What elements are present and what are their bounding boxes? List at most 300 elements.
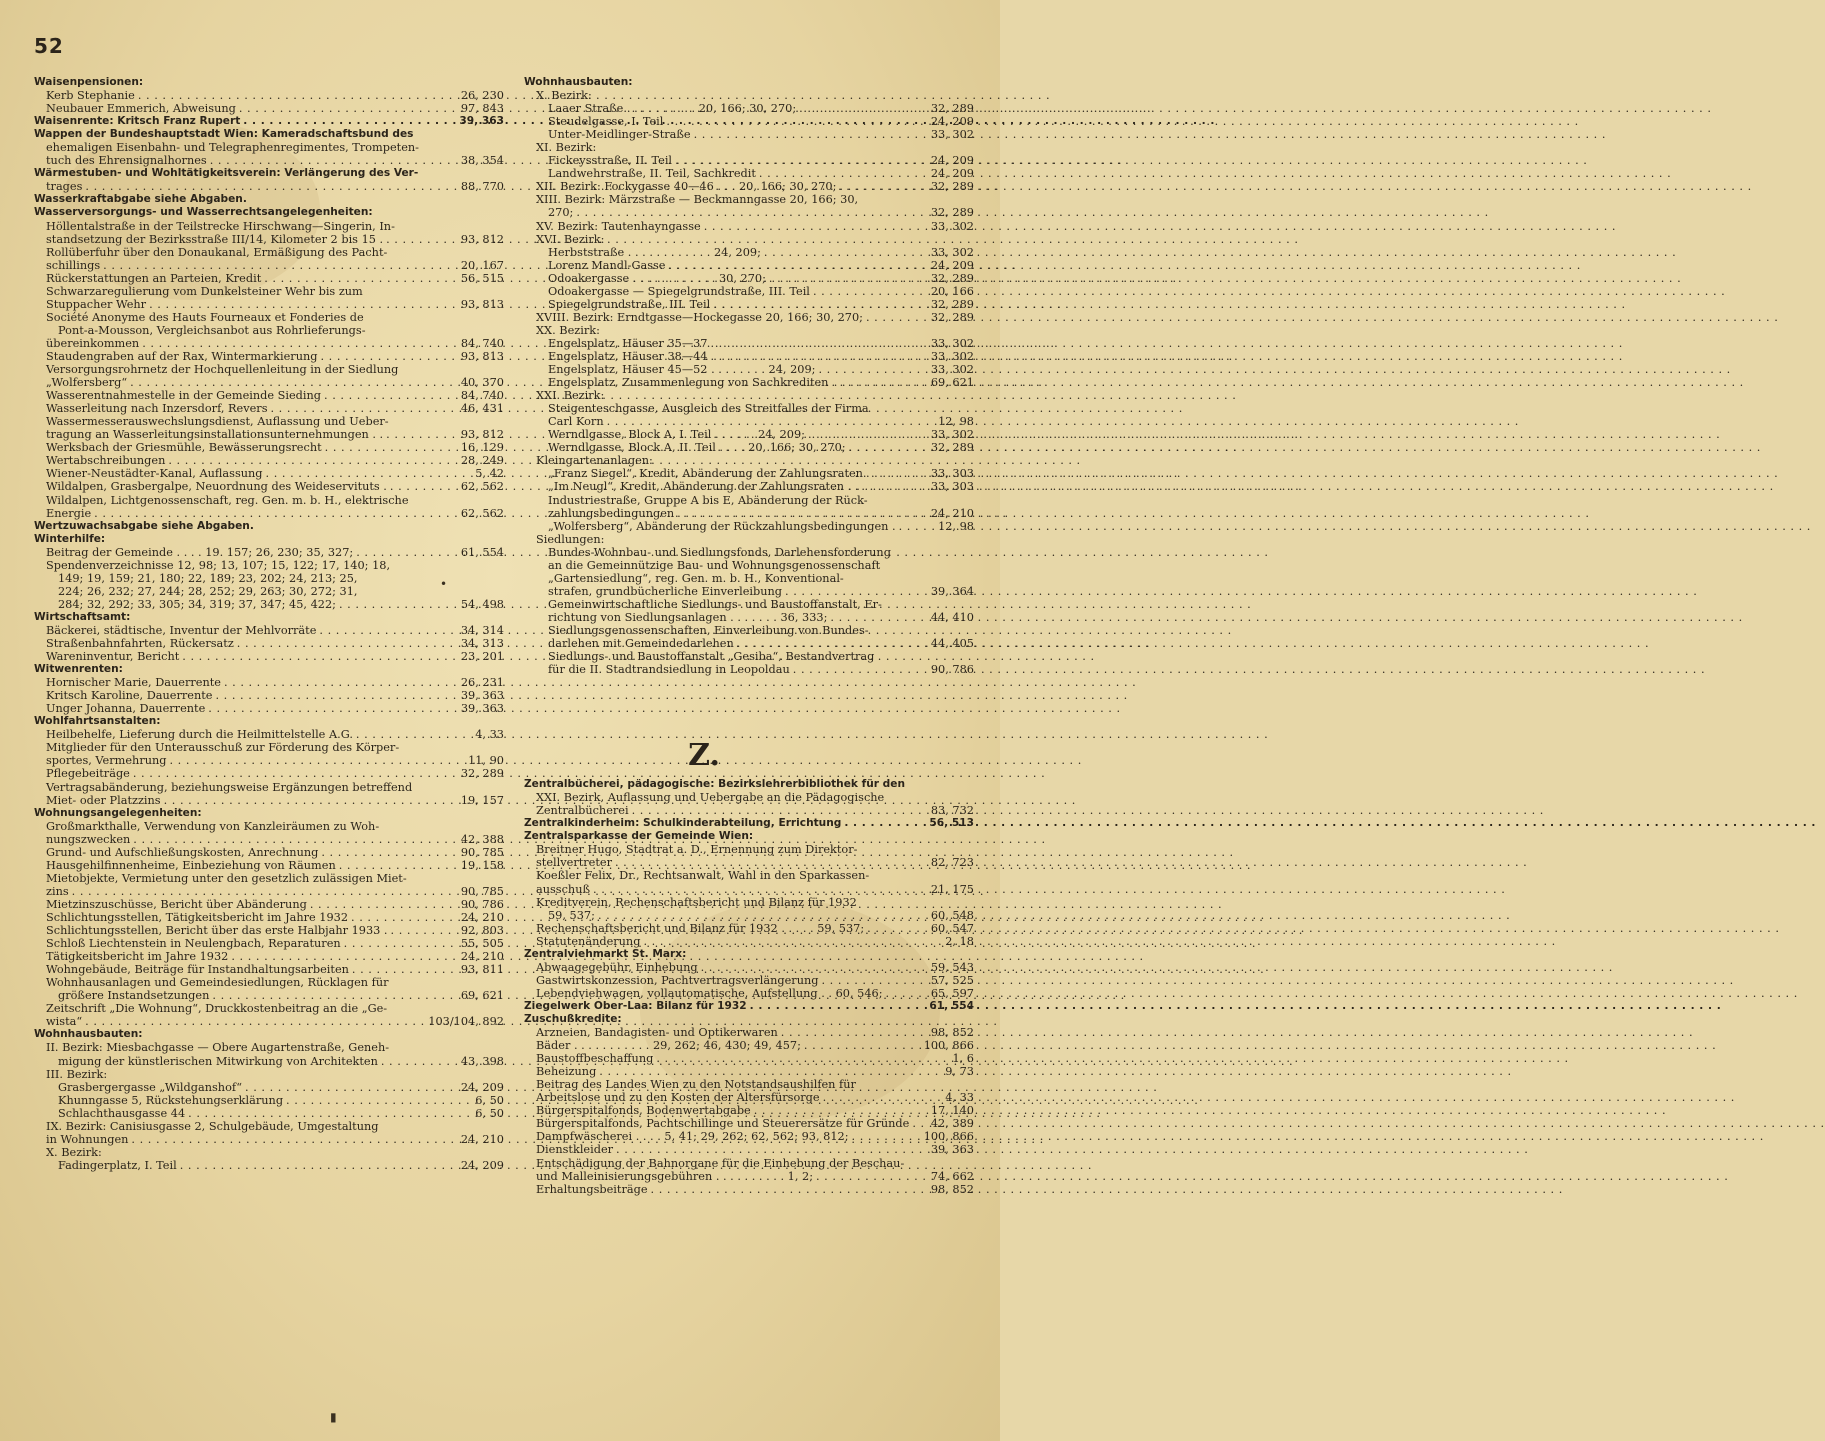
page-reference: 4, 33 bbox=[945, 1091, 974, 1105]
page-reference: 12, 98 bbox=[938, 519, 974, 533]
index-entry bbox=[34, 989, 504, 1002]
page-reference: 44, 405 bbox=[930, 637, 974, 651]
index-entry bbox=[34, 924, 504, 937]
leader-dots bbox=[100, 259, 457, 272]
leader-dots bbox=[146, 298, 457, 311]
page-reference: 56, 515 bbox=[460, 271, 504, 285]
leader-dots bbox=[734, 637, 927, 650]
entry-text: Lorenz Mandl-Gasse bbox=[548, 258, 666, 272]
entry-text: Werksbach der Griesmühle, Bewässerungsrecht bbox=[46, 441, 322, 455]
leader-dots bbox=[858, 480, 926, 493]
entry-text: Kerb Stephanie bbox=[46, 89, 135, 103]
index-entry bbox=[524, 1117, 974, 1130]
page-reference: 9, 73 bbox=[945, 1065, 974, 1079]
page-reference: 6, 50 bbox=[475, 1093, 504, 1107]
leader-dots bbox=[796, 102, 927, 115]
entry-text: Arbeitslose und zu den Kosten der Altersfürsorge bbox=[536, 1091, 820, 1105]
index-entry bbox=[34, 950, 504, 963]
index-entry bbox=[524, 804, 974, 817]
page-reference: 55, 505 bbox=[460, 937, 504, 951]
index-entry bbox=[524, 89, 974, 102]
page-reference: 24, 210 bbox=[460, 1132, 504, 1146]
entry-text: Steigenteschgasse, Ausgleich des Streitfalles der Firma bbox=[548, 402, 869, 416]
page-reference: 1, 6 bbox=[952, 1052, 974, 1066]
index-entry bbox=[34, 259, 504, 272]
entry-text: Waisenpensionen: bbox=[34, 76, 144, 88]
entry-text: Engelsplatz, Häuser 35—37 bbox=[548, 336, 708, 350]
entry-text: „Wolfersberg“, Abänderung der Rückzahlungsbedingungen . bbox=[548, 519, 896, 533]
entry-text: Engelsplatz, Häuser 45—52 . . . . . . . . 24, 209; bbox=[548, 363, 816, 377]
index-entry bbox=[524, 1157, 974, 1170]
entry-text: Landwehrstraße, II. Teil, Sachkredit bbox=[548, 167, 756, 181]
leader-dots bbox=[82, 1015, 424, 1028]
entry-text: Zentralbücherei bbox=[536, 804, 629, 818]
index-entry bbox=[524, 637, 974, 650]
leader-dots bbox=[336, 598, 457, 611]
leader-dots bbox=[228, 950, 457, 963]
leader-dots bbox=[820, 1091, 942, 1104]
leader-dots bbox=[813, 1170, 927, 1183]
index-entry bbox=[524, 883, 974, 896]
leader-dots bbox=[128, 1133, 456, 1146]
margin-mark: ▮ bbox=[330, 1410, 337, 1424]
leader-dots bbox=[883, 987, 927, 1000]
entry-text: Beheizung bbox=[536, 1065, 597, 1079]
page-reference: 17, 140 bbox=[930, 1104, 974, 1118]
index-entry bbox=[524, 167, 974, 180]
page-reference: 60, 548 bbox=[930, 908, 974, 922]
page-reference: 33, 302 bbox=[930, 219, 974, 233]
index-entry bbox=[34, 298, 504, 311]
page-reference: 24, 210 bbox=[930, 506, 974, 520]
entry-text: Industriestraße, Gruppe A bis E, Abänderung der Rück- bbox=[548, 493, 868, 507]
index-entry bbox=[34, 415, 504, 428]
entry-text: migung der künstlerischen Mitwirkung von Architekten bbox=[58, 1054, 378, 1068]
leader-dots bbox=[698, 961, 927, 974]
index-entry bbox=[34, 1146, 504, 1159]
index-entry bbox=[524, 141, 974, 154]
page-reference: 103/104, 892 bbox=[428, 1015, 504, 1029]
leader-dots bbox=[236, 102, 457, 115]
index-heading bbox=[34, 167, 504, 180]
entry-text: Koeßler Felix, Dr., Rechtsanwalt, Wahl in den Sparkassen- bbox=[536, 869, 870, 883]
leader-dots bbox=[234, 637, 457, 650]
index-entry bbox=[524, 115, 974, 128]
index-entry bbox=[524, 154, 974, 167]
page-reference: 90, 785 bbox=[460, 845, 504, 859]
entry-text: Khunngasse 5, Rückstehungserklärung bbox=[58, 1093, 284, 1107]
entry-text: Energie bbox=[46, 506, 92, 520]
leader-dots bbox=[341, 937, 457, 950]
page-reference: 26, 230 bbox=[460, 89, 504, 103]
page-reference: 98, 852 bbox=[930, 1182, 974, 1196]
index-entry bbox=[524, 233, 974, 246]
index-entry bbox=[34, 363, 504, 376]
page-reference: 40, 370 bbox=[460, 376, 504, 390]
entry-text: Wildalpen, Lichtgenossenschaft, reg. Gen. m. b. H., elektrische bbox=[46, 493, 409, 507]
entry-text: Versorgungsrohrnetz der Hochquellenleitung in der Siedlung bbox=[46, 363, 399, 377]
leader-dots bbox=[708, 337, 927, 350]
page-reference: 26, 231 bbox=[460, 676, 504, 690]
page-reference: 74, 662 bbox=[930, 1169, 974, 1183]
page-reference: 93, 813 bbox=[460, 349, 504, 363]
index-entry bbox=[34, 1002, 504, 1015]
entry-text: Wareninventur, Bericht bbox=[46, 650, 180, 664]
index-entry bbox=[524, 974, 974, 987]
page-reference: 100, 866 bbox=[923, 1130, 974, 1144]
index-heading bbox=[34, 1028, 504, 1041]
entry-text: Wassermesserauswechslungsdienst, Auflassung und Ueber- bbox=[46, 415, 389, 429]
index-entry bbox=[34, 624, 504, 637]
entry-text: Bürgerspitalfonds, Bodenwertabgabe bbox=[536, 1104, 751, 1118]
page-reference: 32, 289 bbox=[930, 310, 974, 324]
leader-dots bbox=[751, 1104, 927, 1117]
index-entry bbox=[524, 961, 974, 974]
index-entry bbox=[34, 337, 504, 350]
index-heading bbox=[34, 193, 504, 206]
index-entry bbox=[524, 1130, 974, 1143]
leader-dots bbox=[612, 856, 927, 869]
index-entry bbox=[34, 428, 504, 441]
index-entry bbox=[34, 963, 504, 976]
index-entry bbox=[34, 154, 504, 167]
page-reference: 33, 303 bbox=[930, 467, 974, 481]
entry-text: Société Anonyme des Hauts Fourneaux et Fonderies de bbox=[46, 310, 364, 324]
entry-text: Heilbehelfe, Lieferung durch die Heilmittelstelle A.G. bbox=[46, 728, 353, 742]
entry-text: Bürgerspitalfonds, Pachtschillinge und Steuerersätze für Gründe bbox=[536, 1117, 910, 1131]
leader-dots bbox=[782, 585, 927, 598]
index-entry bbox=[524, 246, 974, 259]
entry-text: Erhaltungsbeiträge bbox=[536, 1182, 648, 1196]
leader-dots bbox=[263, 467, 472, 480]
index-entry bbox=[524, 909, 974, 922]
page-reference: 24, 209 bbox=[460, 1158, 504, 1172]
index-entry bbox=[34, 937, 504, 950]
leader-dots bbox=[321, 389, 457, 402]
entry-text: sportes, Vermehrung bbox=[46, 754, 167, 768]
entry-text: Bäckerei, städtische, Inventur der Mehlvorräte bbox=[46, 623, 317, 637]
page-reference: 97, 843 bbox=[460, 102, 504, 116]
leader-dots bbox=[573, 206, 927, 219]
page-reference: 39, 363 bbox=[459, 115, 504, 128]
page-reference: 38, 354 bbox=[460, 154, 504, 168]
leader-dots bbox=[240, 115, 455, 128]
index-entry bbox=[34, 546, 504, 559]
page-reference: 57, 525 bbox=[930, 973, 974, 987]
index-heading bbox=[34, 663, 504, 676]
entry-text: Wohnhausbauten: bbox=[34, 1028, 143, 1041]
section-letter: Z. bbox=[688, 738, 720, 774]
entry-text: Wertabschreibungen bbox=[46, 454, 166, 468]
entry-text: Dampfwäscherei . . . . 5, 41; 29, 262; 62, 562; 93, 812; bbox=[536, 1130, 849, 1144]
page-reference: 5, 42 bbox=[475, 467, 504, 481]
entry-text: größere Instandsetzungen bbox=[58, 989, 210, 1003]
index-entry bbox=[524, 650, 974, 663]
leader-dots bbox=[316, 624, 456, 637]
index-entry bbox=[34, 467, 504, 480]
entry-text: Mietzinszuschüsse, Bericht über Abänderung bbox=[46, 897, 307, 911]
leader-dots bbox=[318, 846, 457, 859]
entry-text: Wohnhausanlagen und Gemeindesiedlungen, Rücklagen für bbox=[46, 976, 389, 990]
index-heading bbox=[524, 1000, 974, 1013]
entry-text: XI. Bezirk: bbox=[536, 141, 597, 155]
page-reference: 34, 314 bbox=[460, 623, 504, 637]
entry-text: Odoakergasse — Spiegelgrundstraße, III. Teil bbox=[548, 284, 810, 298]
entry-text: Höllentalstraße in der Teilstrecke Hirschwang—Singerin, In- bbox=[46, 219, 395, 233]
index-entry bbox=[524, 624, 974, 637]
index-heading bbox=[524, 76, 974, 89]
index-entry bbox=[524, 102, 974, 115]
page-reference: 61, 554 bbox=[460, 545, 504, 559]
index-entry bbox=[524, 259, 974, 272]
entry-text: Rechenschaftsbericht und Bilanz für 1932 . . . . . 59, 537; bbox=[536, 921, 865, 935]
leader-dots bbox=[212, 689, 456, 702]
index-entry bbox=[34, 350, 504, 363]
index-entry bbox=[34, 572, 504, 585]
index-entry bbox=[524, 598, 974, 611]
page-reference: 32, 289 bbox=[930, 441, 974, 455]
entry-text: Abwaagegebühr, Einhebung bbox=[536, 960, 698, 974]
entry-text: Wiener-Neustädter-Kanal, Auflassung bbox=[46, 467, 263, 481]
entry-text: Siedlungen: bbox=[536, 532, 605, 546]
page-reference: 43, 398 bbox=[460, 1054, 504, 1068]
entry-text: Wohnungsangelegenheiten: bbox=[34, 806, 202, 819]
leader-dots bbox=[815, 363, 926, 376]
entry-text: Statutenänderung bbox=[536, 934, 641, 948]
leader-dots bbox=[613, 1143, 927, 1156]
page-reference: 32, 289 bbox=[930, 297, 974, 311]
page-reference: 62, 562 bbox=[460, 506, 504, 520]
entry-text: nungszwecken bbox=[46, 832, 131, 846]
entry-text: Laaer Straße . . . . . . . . . . 20, 166; 30, 270; bbox=[548, 102, 797, 116]
leader-dots bbox=[756, 167, 927, 180]
entry-text: übereinkommen bbox=[46, 336, 140, 350]
index-entry bbox=[524, 389, 974, 402]
index-entry bbox=[524, 494, 974, 507]
leader-dots bbox=[836, 180, 926, 193]
entry-text: zahlungsbedingungen bbox=[548, 506, 675, 520]
index-entry bbox=[34, 676, 504, 689]
index-entry bbox=[34, 559, 504, 572]
leader-dots bbox=[790, 663, 927, 676]
entry-text: Schlachthausgasse 44 bbox=[58, 1106, 186, 1120]
entry-text: und Malleinisierungsgebühren . . . . . . . . . . 1, 2; bbox=[536, 1169, 813, 1183]
entry-text: ehemaligen Eisenbahn- und Telegraphenregimentes, Trompeten- bbox=[46, 141, 419, 155]
page-reference: 39, 364 bbox=[930, 584, 974, 598]
page-reference: 92, 803 bbox=[460, 924, 504, 938]
entry-text: 284; 32, 292; 33, 305; 34, 319; 37, 347; 45, 422; bbox=[58, 597, 336, 611]
entry-text: Wirtschaftsamt: bbox=[34, 610, 131, 623]
index-entry bbox=[34, 507, 504, 520]
entry-text: II. Bezirk: Miesbachgasse — Obere Augartenstraße, Geneh- bbox=[46, 1041, 390, 1055]
leader-dots bbox=[595, 909, 927, 922]
leader-dots bbox=[663, 115, 926, 128]
page-reference: 39, 363 bbox=[460, 689, 504, 703]
index-heading bbox=[34, 76, 504, 89]
leader-dots bbox=[596, 1065, 941, 1078]
leader-dots bbox=[185, 1107, 471, 1120]
page-reference: 100, 866 bbox=[923, 1039, 974, 1053]
right-column-upper bbox=[524, 76, 974, 676]
index-entry bbox=[34, 820, 504, 833]
entry-text: Breitner Hugo, Stadtrat a. D., Ernennung zum Direktor- bbox=[536, 843, 858, 857]
page-reference: 33, 302 bbox=[930, 349, 974, 363]
entry-text: Kleingartenanlagen: bbox=[536, 454, 653, 468]
index-entry bbox=[34, 741, 504, 754]
page-reference: 20, 167 bbox=[460, 258, 504, 272]
entry-text: Gastwirtskonzession, Pachtvertragsverlängerung bbox=[536, 973, 819, 987]
page-reference: 39, 363 bbox=[460, 702, 504, 716]
page-reference: 23, 201 bbox=[460, 650, 504, 664]
index-entry bbox=[34, 389, 504, 402]
entry-text: Mietobjekte, Vermietung unter den gesetzlich zulässigen Miet- bbox=[46, 871, 407, 885]
index-entry bbox=[524, 869, 974, 882]
leader-dots bbox=[761, 246, 927, 259]
page-reference: 33, 303 bbox=[930, 480, 974, 494]
page-reference: 59, 543 bbox=[930, 960, 974, 974]
entry-text: stellvertreter bbox=[536, 856, 612, 870]
leader-dots bbox=[161, 794, 457, 807]
leader-dots bbox=[863, 311, 927, 324]
leader-dots bbox=[127, 376, 457, 389]
page-reference: 19, 157 bbox=[460, 793, 504, 807]
index-entry bbox=[524, 363, 974, 376]
page-reference: 42, 388 bbox=[460, 832, 504, 846]
index-entry bbox=[34, 598, 504, 611]
index-entry bbox=[34, 1094, 504, 1107]
entry-text: Unger Johanna, Dauerrente bbox=[46, 702, 206, 716]
entry-text: Hornischer Marie, Dauerrente bbox=[46, 676, 221, 690]
index-entry bbox=[524, 180, 974, 193]
page-reference: 93, 812 bbox=[460, 428, 504, 442]
index-entry bbox=[524, 272, 974, 285]
page-reference: 33, 302 bbox=[930, 128, 974, 142]
index-entry bbox=[34, 102, 504, 115]
leader-dots bbox=[130, 767, 457, 780]
entry-text: Odoakergasse . . . . . . . . . . . . 30, 270; bbox=[548, 271, 766, 285]
entry-text: Rückerstattungen an Parteien, Kredit bbox=[46, 271, 262, 285]
page-reference: 33, 302 bbox=[930, 245, 974, 259]
entry-text: Waisenrente: Kritsch Franz Rupert bbox=[34, 115, 241, 128]
page-reference: 42, 389 bbox=[930, 1117, 974, 1131]
index-entry bbox=[34, 454, 504, 467]
page-reference: 24, 209 bbox=[930, 167, 974, 181]
entry-text: IX. Bezirk: Canisiusgasse 2, Schulgebäude, Umgestaltung bbox=[46, 1119, 379, 1133]
index-entry bbox=[34, 1081, 504, 1094]
entry-text: XX. Bezirk: bbox=[536, 323, 600, 337]
page-reference: 24, 210 bbox=[460, 911, 504, 924]
entry-text: Werndlgasse, Block A, I. Teil . . . . . . 24, 209; bbox=[548, 428, 805, 442]
leader-dots bbox=[896, 520, 934, 533]
entry-text: Engelsplatz, Zusammenlegung von Sachkrediten bbox=[548, 376, 829, 390]
right-column bbox=[524, 76, 974, 1196]
leader-dots bbox=[177, 1159, 457, 1172]
entry-text: an die Gemeinnützige Bau- und Wohnungsgenossenschaft bbox=[548, 558, 881, 572]
index-entry bbox=[524, 611, 974, 624]
page-reference: 46, 431 bbox=[460, 402, 504, 416]
index-entry bbox=[34, 794, 504, 807]
entry-text: Fickeysstraße, II. Teil bbox=[548, 154, 673, 168]
index-entry bbox=[34, 846, 504, 859]
index-entry bbox=[34, 272, 504, 285]
entry-text: darlehen mit Gemeindedarlehen bbox=[548, 637, 734, 651]
index-entry bbox=[34, 702, 504, 715]
index-entry bbox=[524, 922, 974, 935]
index-entry bbox=[524, 1091, 974, 1104]
entry-text: in Wohnungen bbox=[46, 1132, 129, 1146]
index-entry bbox=[524, 507, 974, 520]
index-entry bbox=[524, 896, 974, 909]
index-entry bbox=[524, 1052, 974, 1065]
index-entry bbox=[34, 650, 504, 663]
index-entry bbox=[34, 480, 504, 493]
index-entry bbox=[524, 298, 974, 311]
leader-dots bbox=[701, 220, 927, 233]
entry-text: „Franz Siegel“, Kredit, Abänderung der Zahlungsraten bbox=[548, 467, 863, 481]
entry-text: XII. Bezirk: Fockygasse 40—46 . . . 20, 166; 30, 270; bbox=[536, 180, 837, 194]
entry-text: Pont-a-Mousson, Vergleichsanbot aus Rohrlieferungs- bbox=[58, 323, 366, 337]
index-heading bbox=[34, 807, 504, 820]
entry-text: Wertzuwachsabgabe siehe Abgaben. bbox=[34, 519, 254, 532]
index-entry bbox=[524, 585, 974, 598]
entry-text: Ziegelwerk Ober-Laa: Bilanz für 1932 bbox=[524, 999, 747, 1012]
page-reference: 6, 50 bbox=[475, 1106, 504, 1120]
index-entry bbox=[524, 843, 974, 856]
entry-text: Schwarzaregulierung vom Dunkelsteiner Wehr bis zum bbox=[46, 284, 363, 298]
index-entry bbox=[34, 637, 504, 650]
leader-dots bbox=[179, 650, 457, 663]
index-entry bbox=[524, 350, 974, 363]
entry-text: Witwenrenten: bbox=[34, 663, 123, 676]
index-heading bbox=[34, 115, 504, 128]
entry-text: Siedlungsgenossenschaften, Einverleibung von Bundes- bbox=[548, 623, 869, 637]
entry-text: Hausgehilfinnenheime, Einbeziehung von Räumen bbox=[46, 858, 336, 872]
leader-dots bbox=[348, 911, 457, 924]
index-entry bbox=[34, 781, 504, 794]
leader-dots bbox=[801, 1039, 920, 1052]
leader-dots bbox=[165, 454, 457, 467]
entry-text: „Gartensiedlung“, reg. Gen. m. b. H., Konventional- bbox=[548, 571, 844, 585]
page-reference: 61, 554 bbox=[929, 999, 974, 1012]
entry-text: 270; bbox=[548, 206, 574, 220]
entry-text: „Wolfersberg“ bbox=[46, 376, 128, 390]
leader-dots bbox=[383, 233, 457, 246]
index-entry bbox=[524, 1104, 974, 1117]
index-entry bbox=[524, 1026, 974, 1039]
entry-text: XVI. Bezirk: bbox=[536, 232, 605, 246]
leader-dots bbox=[672, 154, 927, 167]
entry-text: Unter-Meidlinger-Straße bbox=[548, 128, 691, 142]
leader-dots bbox=[640, 935, 941, 948]
index-entry bbox=[34, 911, 504, 924]
index-entry bbox=[34, 402, 504, 415]
index-entry bbox=[34, 767, 504, 780]
index-entry bbox=[34, 1041, 504, 1054]
index-entry bbox=[34, 728, 504, 741]
page-reference: 4, 33 bbox=[475, 728, 504, 742]
index-entry bbox=[34, 585, 504, 598]
page-reference: 84, 740 bbox=[460, 336, 504, 350]
leader-dots bbox=[205, 702, 457, 715]
entry-text: tragung an Wasserleitungsinstallationsunternehmungen . . bbox=[46, 428, 384, 442]
entry-text: für die II. Stadtrandsiedlung in Leopoldau bbox=[548, 663, 790, 677]
entry-text: richtung von Siedlungsanlagen . . . . . . . 36, 333; bbox=[548, 610, 828, 624]
index-entry bbox=[34, 1015, 504, 1028]
page-reference: 11, 90 bbox=[468, 754, 504, 768]
entry-text: Wasserkraftabgabe siehe Abgaben. bbox=[34, 193, 247, 206]
page-reference: 88, 770 bbox=[460, 180, 504, 194]
page-reference: 2, 18 bbox=[945, 934, 974, 948]
